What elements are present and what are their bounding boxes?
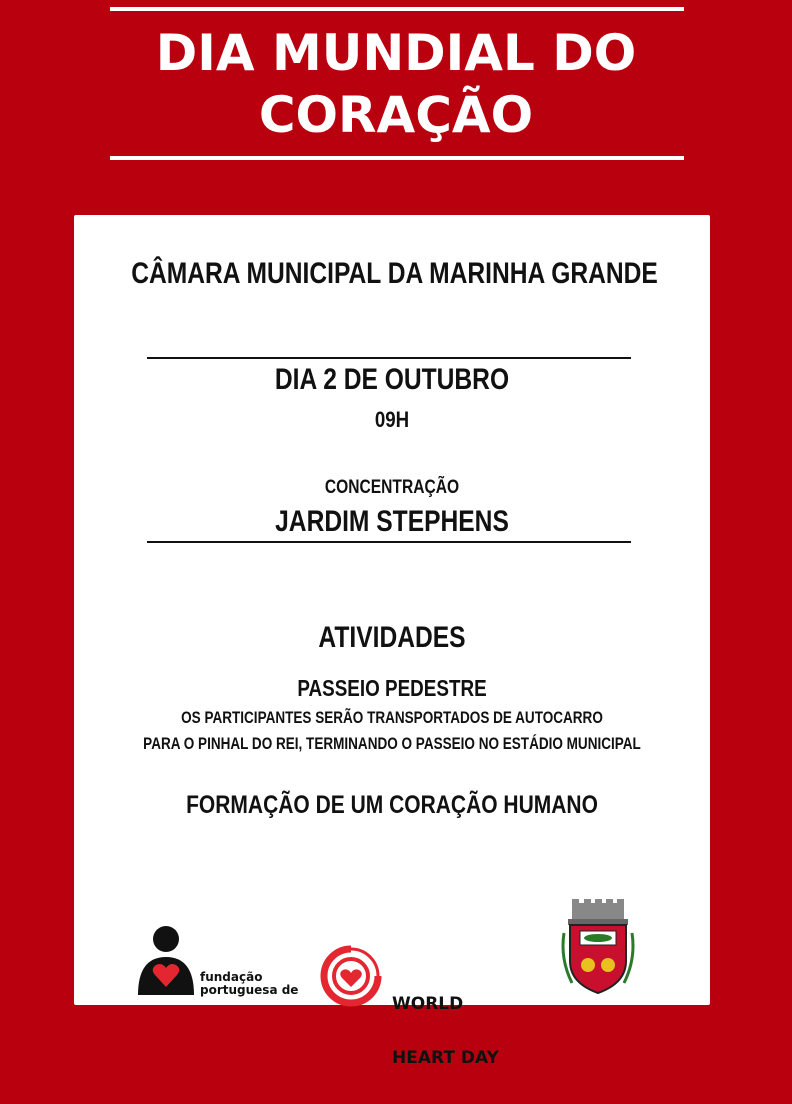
walk-description-line1: OS PARTICIPANTES SERÃO TRANSPORTADOS DE AUTOCARRO: [181, 709, 603, 727]
title-rule-top: [110, 7, 684, 11]
page-title-line1: DIA MUNDIAL DO: [155, 24, 637, 82]
whd-text-line2: HEART DAY: [392, 1048, 499, 1068]
fpc-text-line1: fundação: [200, 970, 263, 984]
activities-heading: ATIVIDADES: [318, 621, 466, 654]
municipal-crest-icon: [558, 899, 638, 999]
organizer-name: CÂMARA MUNICIPAL DA MARINHA GRANDE: [131, 257, 658, 290]
world-heart-day-logo: [318, 943, 518, 1068]
heart-ring-icon: [318, 943, 384, 1009]
fpc-text: [200, 971, 300, 997]
event-date: DIA 2 DE OUTUBRO: [274, 363, 510, 396]
page-title: [0, 22, 792, 146]
walk-title: PASSEIO PEDESTRE: [297, 675, 487, 701]
fpc-logo: [136, 925, 299, 997]
event-card: [74, 215, 710, 1068]
fpc-text-line2: portuguesa de: [200, 983, 299, 997]
page-title-line2: CORAÇÃO: [258, 86, 534, 144]
whd-text: [392, 959, 499, 1103]
formation-activity: FORMAÇÃO DE UM CORAÇÃO HUMANO: [186, 791, 598, 819]
walk-description-line2: PARA O PINHAL DO REI, TERMINANDO O PASSEIO NO ESTÁDIO MUNICIPAL: [143, 735, 641, 753]
whd-text-line1: WORLD: [392, 994, 464, 1014]
divider-top: [147, 357, 631, 359]
meeting-place: JARDIM STEPHENS: [275, 505, 509, 538]
title-rule-bottom: [110, 156, 684, 160]
divider-bottom: [147, 541, 631, 543]
person-heart-icon: [136, 925, 200, 1005]
event-time: 09H: [374, 407, 410, 432]
municipal-crest: [558, 899, 638, 999]
meeting-label: CONCENTRAÇÃO: [324, 477, 460, 498]
